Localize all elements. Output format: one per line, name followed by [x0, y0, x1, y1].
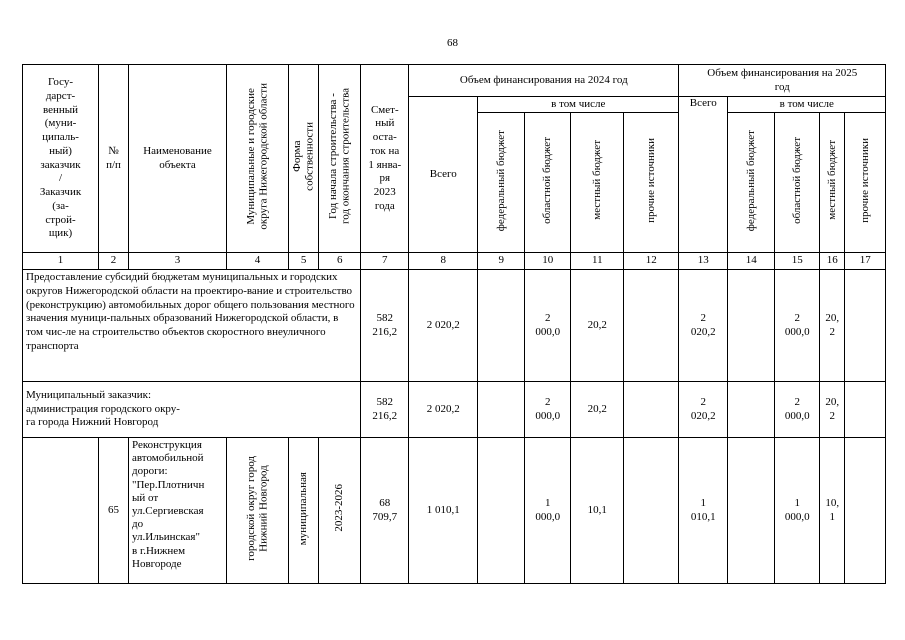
page-number: 68 [447, 37, 458, 49]
section-local-2024: 20,2 [571, 270, 624, 382]
column-number: 5 [289, 253, 319, 270]
header-municipality: Муниципальные и городские округа Нижегородской области [227, 65, 289, 253]
object-federal-2024 [478, 438, 525, 584]
column-number: 9 [478, 253, 525, 270]
section-total-2024: 2 020,2 [409, 270, 478, 382]
header-customer: Госу- дарст- венный (муни- ципаль- ный) заказчик / Заказчик (за- строй- щик) [23, 65, 99, 253]
customer-row [23, 382, 886, 438]
header-fin-2024: Объем финансирования на 2024 год [409, 65, 679, 97]
header-other-2025: прочие источники [845, 113, 886, 253]
object-other-2024 [624, 438, 679, 584]
object-local-2025: 10, 1 [820, 438, 845, 584]
customer-federal-2025 [728, 382, 775, 438]
column-number: 3 [129, 253, 227, 270]
column-number: 16 [820, 253, 845, 270]
object-other-2025 [845, 438, 886, 584]
object-row [23, 438, 886, 584]
section-title: Предоставление субсидий бюджетам муниципальных и городских округов Нижегородской области на проектиро-вание и строительство (реконструкцию) автомобильных дорог общего пользования местного значения муници-пальных образований Нижегородской области, в том чис-ле на строительство объектов скоростного внеуличного транспорта [23, 270, 361, 382]
customer-federal-2024 [478, 382, 525, 438]
column-number: 15 [775, 253, 820, 270]
customer-balance: 582 216,2 [361, 382, 409, 438]
header-total-2025: Всего [679, 97, 728, 253]
customer-total-2024: 2 020,2 [409, 382, 478, 438]
header-balance: Смет- ный оста- ток на 1 янва- ря 2023 года [361, 65, 409, 253]
header-num: № п/п [99, 65, 129, 253]
column-number: 10 [525, 253, 571, 270]
object-federal-2025 [728, 438, 775, 584]
financing-table [22, 64, 886, 584]
column-number: 11 [571, 253, 624, 270]
customer-other-2024 [624, 382, 679, 438]
section-regional-2024: 2 000,0 [525, 270, 571, 382]
header-regional-2024: областной бюджет [525, 113, 571, 253]
header-including-2025: в том числе [728, 97, 886, 113]
section-other-2025 [845, 270, 886, 382]
column-number: 2 [99, 253, 129, 270]
header-years: Год начала строительства - год окончания строительства [319, 65, 361, 253]
customer-title: Муниципальный заказчик: администрация городского окру- га города Нижний Новгород [23, 382, 361, 438]
section-regional-2025: 2 000,0 [775, 270, 820, 382]
column-number: 17 [845, 253, 886, 270]
customer-local-2024: 20,2 [571, 382, 624, 438]
object-name: Реконструкция автомобильной дороги: "Пер.Плотничн ый от ул.Сергиевская до ул.Ильинская" в г.Нижнем Новгороде [129, 438, 227, 584]
section-local-2025: 20, 2 [820, 270, 845, 382]
object-num: 65 [99, 438, 129, 584]
column-number: 1 [23, 253, 99, 270]
customer-local-2025: 20, 2 [820, 382, 845, 438]
column-number: 6 [319, 253, 361, 270]
header-federal-2024: федеральный бюджет [478, 113, 525, 253]
header-local-2024: местный бюджет [571, 113, 624, 253]
section-federal-2024 [478, 270, 525, 382]
header-ownership: Форма собственности [289, 65, 319, 253]
header-object-name: Наименование объекта [129, 65, 227, 253]
column-number: 13 [679, 253, 728, 270]
section-federal-2025 [728, 270, 775, 382]
column-number: 4 [227, 253, 289, 270]
object-total-2024: 1 010,1 [409, 438, 478, 584]
column-number: 14 [728, 253, 775, 270]
column-number: 7 [361, 253, 409, 270]
header-other-2024: прочие источники [624, 113, 679, 253]
object-balance: 68 709,7 [361, 438, 409, 584]
header-local-2025: местный бюджет [820, 113, 845, 253]
header-including-2024: в том числе [478, 97, 679, 113]
object-regional-2024: 1 000,0 [525, 438, 571, 584]
header-regional-2025: областной бюджет [775, 113, 820, 253]
object-local-2024: 10,1 [571, 438, 624, 584]
header-fin-2025: Объем финансирования на 2025 год [679, 65, 886, 97]
customer-other-2025 [845, 382, 886, 438]
customer-regional-2025: 2 000,0 [775, 382, 820, 438]
object-years: 2023-2026 [319, 438, 361, 584]
object-total-2025: 1 010,1 [679, 438, 728, 584]
object-ownership: муниципальная [289, 438, 319, 584]
section-balance: 582 216,2 [361, 270, 409, 382]
section-other-2024 [624, 270, 679, 382]
column-number: 12 [624, 253, 679, 270]
column-number: 8 [409, 253, 478, 270]
section-row [23, 270, 886, 382]
column-number-row [23, 253, 886, 270]
section-total-2025: 2 020,2 [679, 270, 728, 382]
object-municipality: городской округ город Нижний Новгород [227, 438, 289, 584]
object-regional-2025: 1 000,0 [775, 438, 820, 584]
customer-regional-2024: 2 000,0 [525, 382, 571, 438]
object-customer [23, 438, 99, 584]
header-federal-2025: федеральный бюджет [728, 113, 775, 253]
header-total-2024: Всего [409, 97, 478, 253]
customer-total-2025: 2 020,2 [679, 382, 728, 438]
